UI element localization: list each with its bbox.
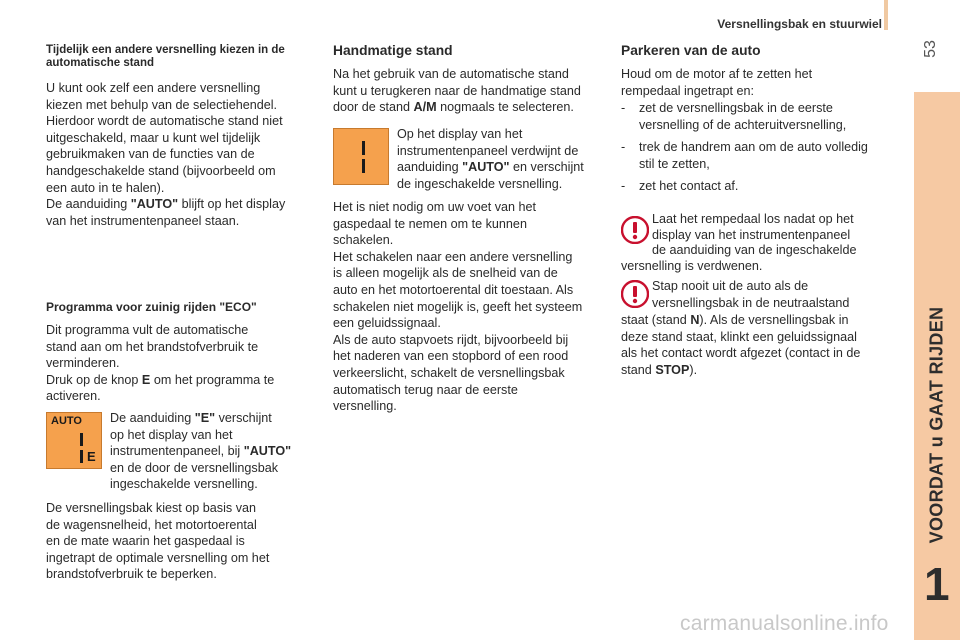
gear-bar-icon [362, 141, 365, 155]
chapter-title-text: VOORDAT u GAAT RIJDEN [926, 306, 947, 544]
text-line: stil te zetten, [639, 156, 710, 171]
text-span: De aanduiding [110, 411, 195, 425]
header-accent-bar [884, 0, 888, 30]
warning-text-1-end: versnelling is verdwenen. [621, 259, 763, 273]
text-line: rempedaal ingetrapt en: [621, 83, 755, 98]
warning-icon [621, 216, 647, 242]
text-line: is alleen mogelijk als de snelheid van de [333, 266, 558, 281]
text-line: de wagensnelheid, het motortoerental [46, 517, 257, 532]
heading-parking: Parkeren van de auto [621, 43, 761, 58]
eco-icon-description [110, 410, 325, 493]
auto-eco-display-icon [46, 412, 102, 469]
text-span: ). [689, 362, 698, 377]
text-line: schakelen. [333, 233, 394, 248]
bullet-list [621, 100, 896, 195]
text-line: schakelen niet mogelijk is, geeft het systeem [333, 299, 583, 314]
text-line: de aanduiding van de ingeschakelde [652, 243, 857, 257]
chapter-number: 1 [924, 558, 950, 610]
text-line: instrumentenpaneel verdwijnt de [397, 143, 579, 158]
para-temporary-gear [46, 80, 321, 229]
text-line: stand aan om het brandstofverbruik te [46, 339, 259, 354]
text-line: als het contact wordt afgezet (contact in de [621, 346, 861, 361]
text-line [333, 99, 608, 116]
text-span: stand [621, 362, 656, 377]
para-manual-body [333, 199, 608, 415]
text-line: - trek de handrem aan om de auto volledig [639, 140, 868, 155]
text-line: ingeschakelde versnelling. [110, 477, 258, 492]
text-span: door de stand [333, 100, 414, 115]
text-line: auto en het motortoerental dit toestaan. Als [333, 282, 574, 297]
text-line: de ingeschakelde versnelling. [397, 176, 563, 191]
text-line: Na het gebruik van de automatische stand [333, 67, 569, 81]
warning-icon [621, 280, 647, 306]
text-span: om het programma te [150, 372, 275, 387]
list-item [621, 100, 896, 133]
text-bold: A/M [413, 100, 437, 115]
text-bold: E [141, 372, 151, 387]
text-bold: "AUTO" [462, 160, 510, 175]
text-line [46, 196, 321, 213]
text-span: en verschijnt [509, 160, 584, 175]
text-line: deze stand staat, klinkt een geluidssignaal [621, 329, 857, 344]
warning-text-2-start [652, 278, 892, 311]
auto-label: AUTO [51, 415, 82, 427]
text-line: kunt u terugkeren naar de handmatige stand [333, 83, 581, 98]
text-span: verschijnt [215, 411, 272, 425]
text-line: display van het instrumentenpaneel [652, 227, 851, 242]
list-item [621, 139, 896, 172]
para-parking-intro [621, 66, 896, 99]
text-line [46, 372, 321, 389]
text-line [621, 312, 896, 329]
text-span: nogmaals te selecteren. [436, 100, 574, 115]
text-line: gaspedaal te nemen om te kunnen [333, 216, 527, 231]
text-bold: "E" [194, 411, 216, 425]
watermark: carmanualsonline.info [680, 612, 889, 635]
text-line: activeren. [46, 389, 101, 404]
text-line: en de door de versnellingsbak [110, 460, 279, 475]
text-line: Laat het rempedaal los nadat op het [652, 212, 854, 226]
text-line: versnelling. [333, 399, 397, 414]
manual-display-icon [333, 128, 389, 185]
text-line: Hierdoor wordt de automatische stand niet [46, 114, 283, 129]
text-line: gebruikmaken van de functies van de [46, 147, 255, 162]
warning-text-2 [621, 312, 896, 378]
heading-temporary-gear: Tijdelijk een andere versnelling kiezen in de automatische stand [46, 44, 285, 69]
header-title: Versnellingsbak en stuurwiel [717, 17, 882, 31]
text-line: Stap nooit uit de auto als de [652, 279, 809, 293]
para-eco-detail [46, 500, 321, 583]
list-item [621, 178, 896, 195]
text-line: het naderen van een stopbord of een rood [333, 349, 569, 364]
text-line: ingetrapt de optimale versnelling om het [46, 550, 270, 565]
text-span: staat (stand [621, 313, 691, 327]
gear-bar-icon [362, 159, 365, 173]
text-line: Op het display van het [397, 127, 523, 141]
text-line: uitgeschakeld, maar u kunt wel tijdelijk [46, 130, 261, 145]
para-eco [46, 322, 321, 405]
text-bold: STOP [655, 362, 690, 377]
text-line: op het display van het [110, 427, 233, 442]
text-span: aanduiding [397, 160, 463, 175]
text-line: van het instrumentenpaneel staan. [46, 213, 240, 228]
text-line: verminderen. [46, 356, 120, 371]
text-span: blijft op het display [178, 197, 286, 212]
gear-bar-icon [80, 433, 83, 446]
text-line [621, 362, 896, 379]
text-line: - zet het contact af. [639, 179, 739, 194]
text-line: U kunt ook zelf een andere versnelling [46, 81, 261, 95]
text-line: handgeschakelde stand (bijvoorbeeld om [46, 163, 276, 178]
e-label: E [87, 449, 96, 464]
text-bold: N [690, 313, 700, 327]
page-number: 53 [922, 40, 940, 58]
parking-steps-list [621, 100, 896, 201]
text-line: Als de auto stapvoets rijdt, bijvoorbeeld bij [333, 332, 569, 347]
para-manual-intro [333, 66, 608, 116]
manual-icon-description [397, 126, 607, 192]
text-bold: "AUTO" [243, 444, 292, 459]
text-line: een auto in te halen). [46, 180, 165, 195]
heading-eco: Programma voor zuinig rijden "ECO" [46, 300, 257, 314]
text-line [110, 410, 325, 427]
text-line [110, 443, 325, 460]
warning-text-1 [652, 212, 892, 259]
text-span: ). Als de versnellingsbak in [699, 313, 849, 327]
text-line: brandstofverbruik te beperken. [46, 567, 217, 582]
text-line: kiezen met behulp van de selectiehendel. [46, 97, 278, 112]
text-line: De versnellingsbak kiest op basis van [46, 501, 257, 515]
text-line: versnellingsbak in de neutraalstand [652, 295, 850, 310]
text-span: instrumentenpaneel, bij [110, 444, 244, 459]
text-line: versnelling of de achteruitversnelling, [639, 117, 847, 132]
text-line: Het schakelen naar een andere versnelling [333, 249, 573, 264]
text-line: en de mate waarin het gaspedaal is [46, 534, 245, 549]
text-line: Dit programma vult de automatische [46, 323, 249, 337]
gear-bar-icon [80, 450, 83, 463]
heading-manual-mode: Handmatige stand [333, 43, 453, 58]
text-bold: "AUTO" [130, 197, 179, 212]
text-line: Houd om de motor af te zetten het [621, 67, 813, 81]
text-span: De aanduiding [46, 197, 131, 212]
text-line: - zet de versnellingsbak in de eerste [639, 101, 833, 115]
text-line [397, 159, 607, 176]
text-line: een geluidssignaal. [333, 316, 441, 331]
text-span: Druk op de knop [46, 372, 142, 387]
text-line: Het is niet nodig om uw voet van het [333, 200, 537, 214]
text-line: verkeerslicht, schakelt de versnellingsbak [333, 365, 565, 380]
text-line: automatisch terug naar de eerste [333, 382, 518, 397]
